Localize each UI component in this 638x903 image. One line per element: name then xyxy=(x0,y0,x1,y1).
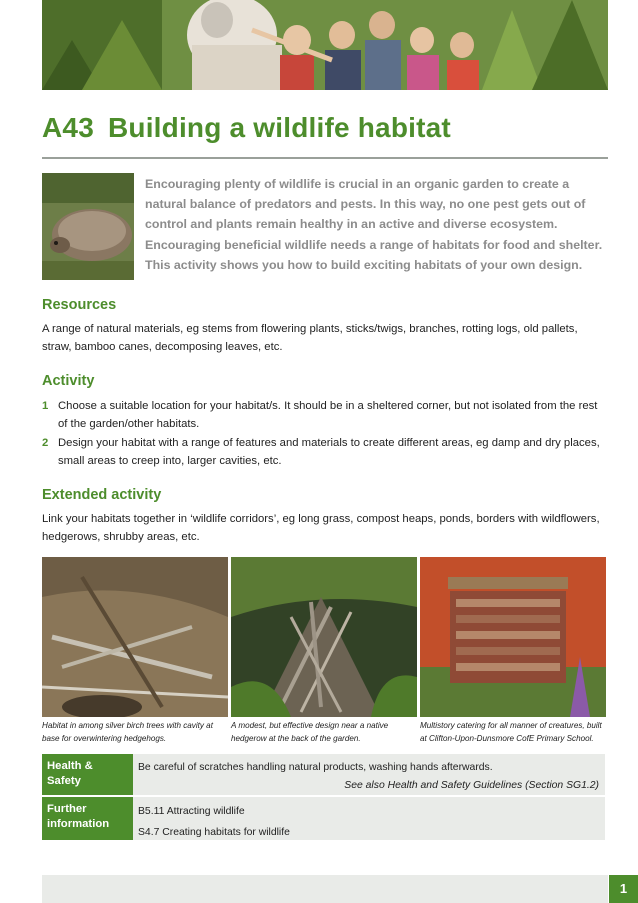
photo-caption: Habitat in among silver birch trees with cavity at base for overwintering hedgehogs. xyxy=(42,721,213,743)
activity-heading: Activity xyxy=(42,373,95,389)
hedgehog-photo-art xyxy=(42,173,134,280)
habitat-photo-birch xyxy=(42,557,228,717)
health-safety-label: Health & Safety xyxy=(42,754,133,795)
step-number: 1 xyxy=(42,400,49,412)
extended-activity-heading: Extended activity xyxy=(42,487,162,503)
step-text: Choose a suitable location for your habitat/s. It should be in a sheltered corner, but not isolated from the rest of the garden/other habitats. xyxy=(58,400,598,431)
info-table xyxy=(42,754,605,840)
photo-caption: A modest, but effective design near a native hedgerow at the back of the garden. xyxy=(231,721,389,743)
hero-photo-art xyxy=(42,0,608,90)
step-number: 2 xyxy=(42,437,49,449)
habitat-photo-multistory xyxy=(420,557,606,717)
page-title xyxy=(42,112,451,144)
step-text: Design your habitat with a range of features and materials to create different areas, eg damp and dry places, small areas to creep into, larger cavities, etc. xyxy=(58,437,600,468)
further-item: B5.11 Attracting wildlife xyxy=(138,806,245,817)
further-information-row xyxy=(42,797,605,840)
habitat-photo-multistory-art xyxy=(420,557,606,717)
further-information-body xyxy=(133,797,605,840)
page-number: 1 xyxy=(609,875,638,903)
further-information-label: Further information xyxy=(42,797,133,840)
photo-caption: Multistory catering for all manner of creatures, built at Clifton-Upon-Dunsmore CofE Primary School. xyxy=(420,721,602,743)
activity-step xyxy=(42,397,608,434)
activity-step xyxy=(42,434,608,471)
habitat-photo-hedgerow-art xyxy=(231,557,417,717)
hedgehog-photo xyxy=(42,173,134,280)
extended-activity-text: Link your habitats together in ‘wildlife corridors’, eg long grass, compost heaps, ponds, borders with wildflowers, hedgerows, shrubby areas, etc. xyxy=(42,513,600,544)
hero-photo xyxy=(42,0,608,90)
health-safety-text: Be careful of scratches handling natural products, washing hands afterwards. xyxy=(138,762,493,773)
health-safety-row xyxy=(42,754,605,795)
habitat-photo-birch-art xyxy=(42,557,228,717)
resources-heading: Resources xyxy=(42,297,117,313)
footer-band xyxy=(42,875,608,903)
see-also-note: See also Health and Safety Guidelines (Section SG1.2) xyxy=(344,780,599,791)
resources-text: A range of natural materials, eg stems from flowering plants, sticks/twigs, branches, rotting logs, old pallets, straw, bamboo canes, decomposing leaves, etc. xyxy=(42,323,578,354)
health-safety-body xyxy=(133,754,605,795)
activity-title: Building a wildlife habitat xyxy=(107,112,451,143)
intro-paragraph: Encouraging plenty of wildlife is crucial in an organic garden to create a natural balance of predators and pests. In this way, no one pest gets out of control and plants remain healthy in an active and diverse ecosystem. Encouraging beneficial wildlife needs a range of habitats for food and shelter. This activity shows you how to build exciting habitats of your own design. xyxy=(145,177,603,272)
title-divider xyxy=(42,157,608,159)
activity-code: A43 xyxy=(42,112,94,143)
habitat-photo-hedgerow xyxy=(231,557,417,717)
further-item: S4.7 Creating habitats for wildlife xyxy=(138,827,290,838)
